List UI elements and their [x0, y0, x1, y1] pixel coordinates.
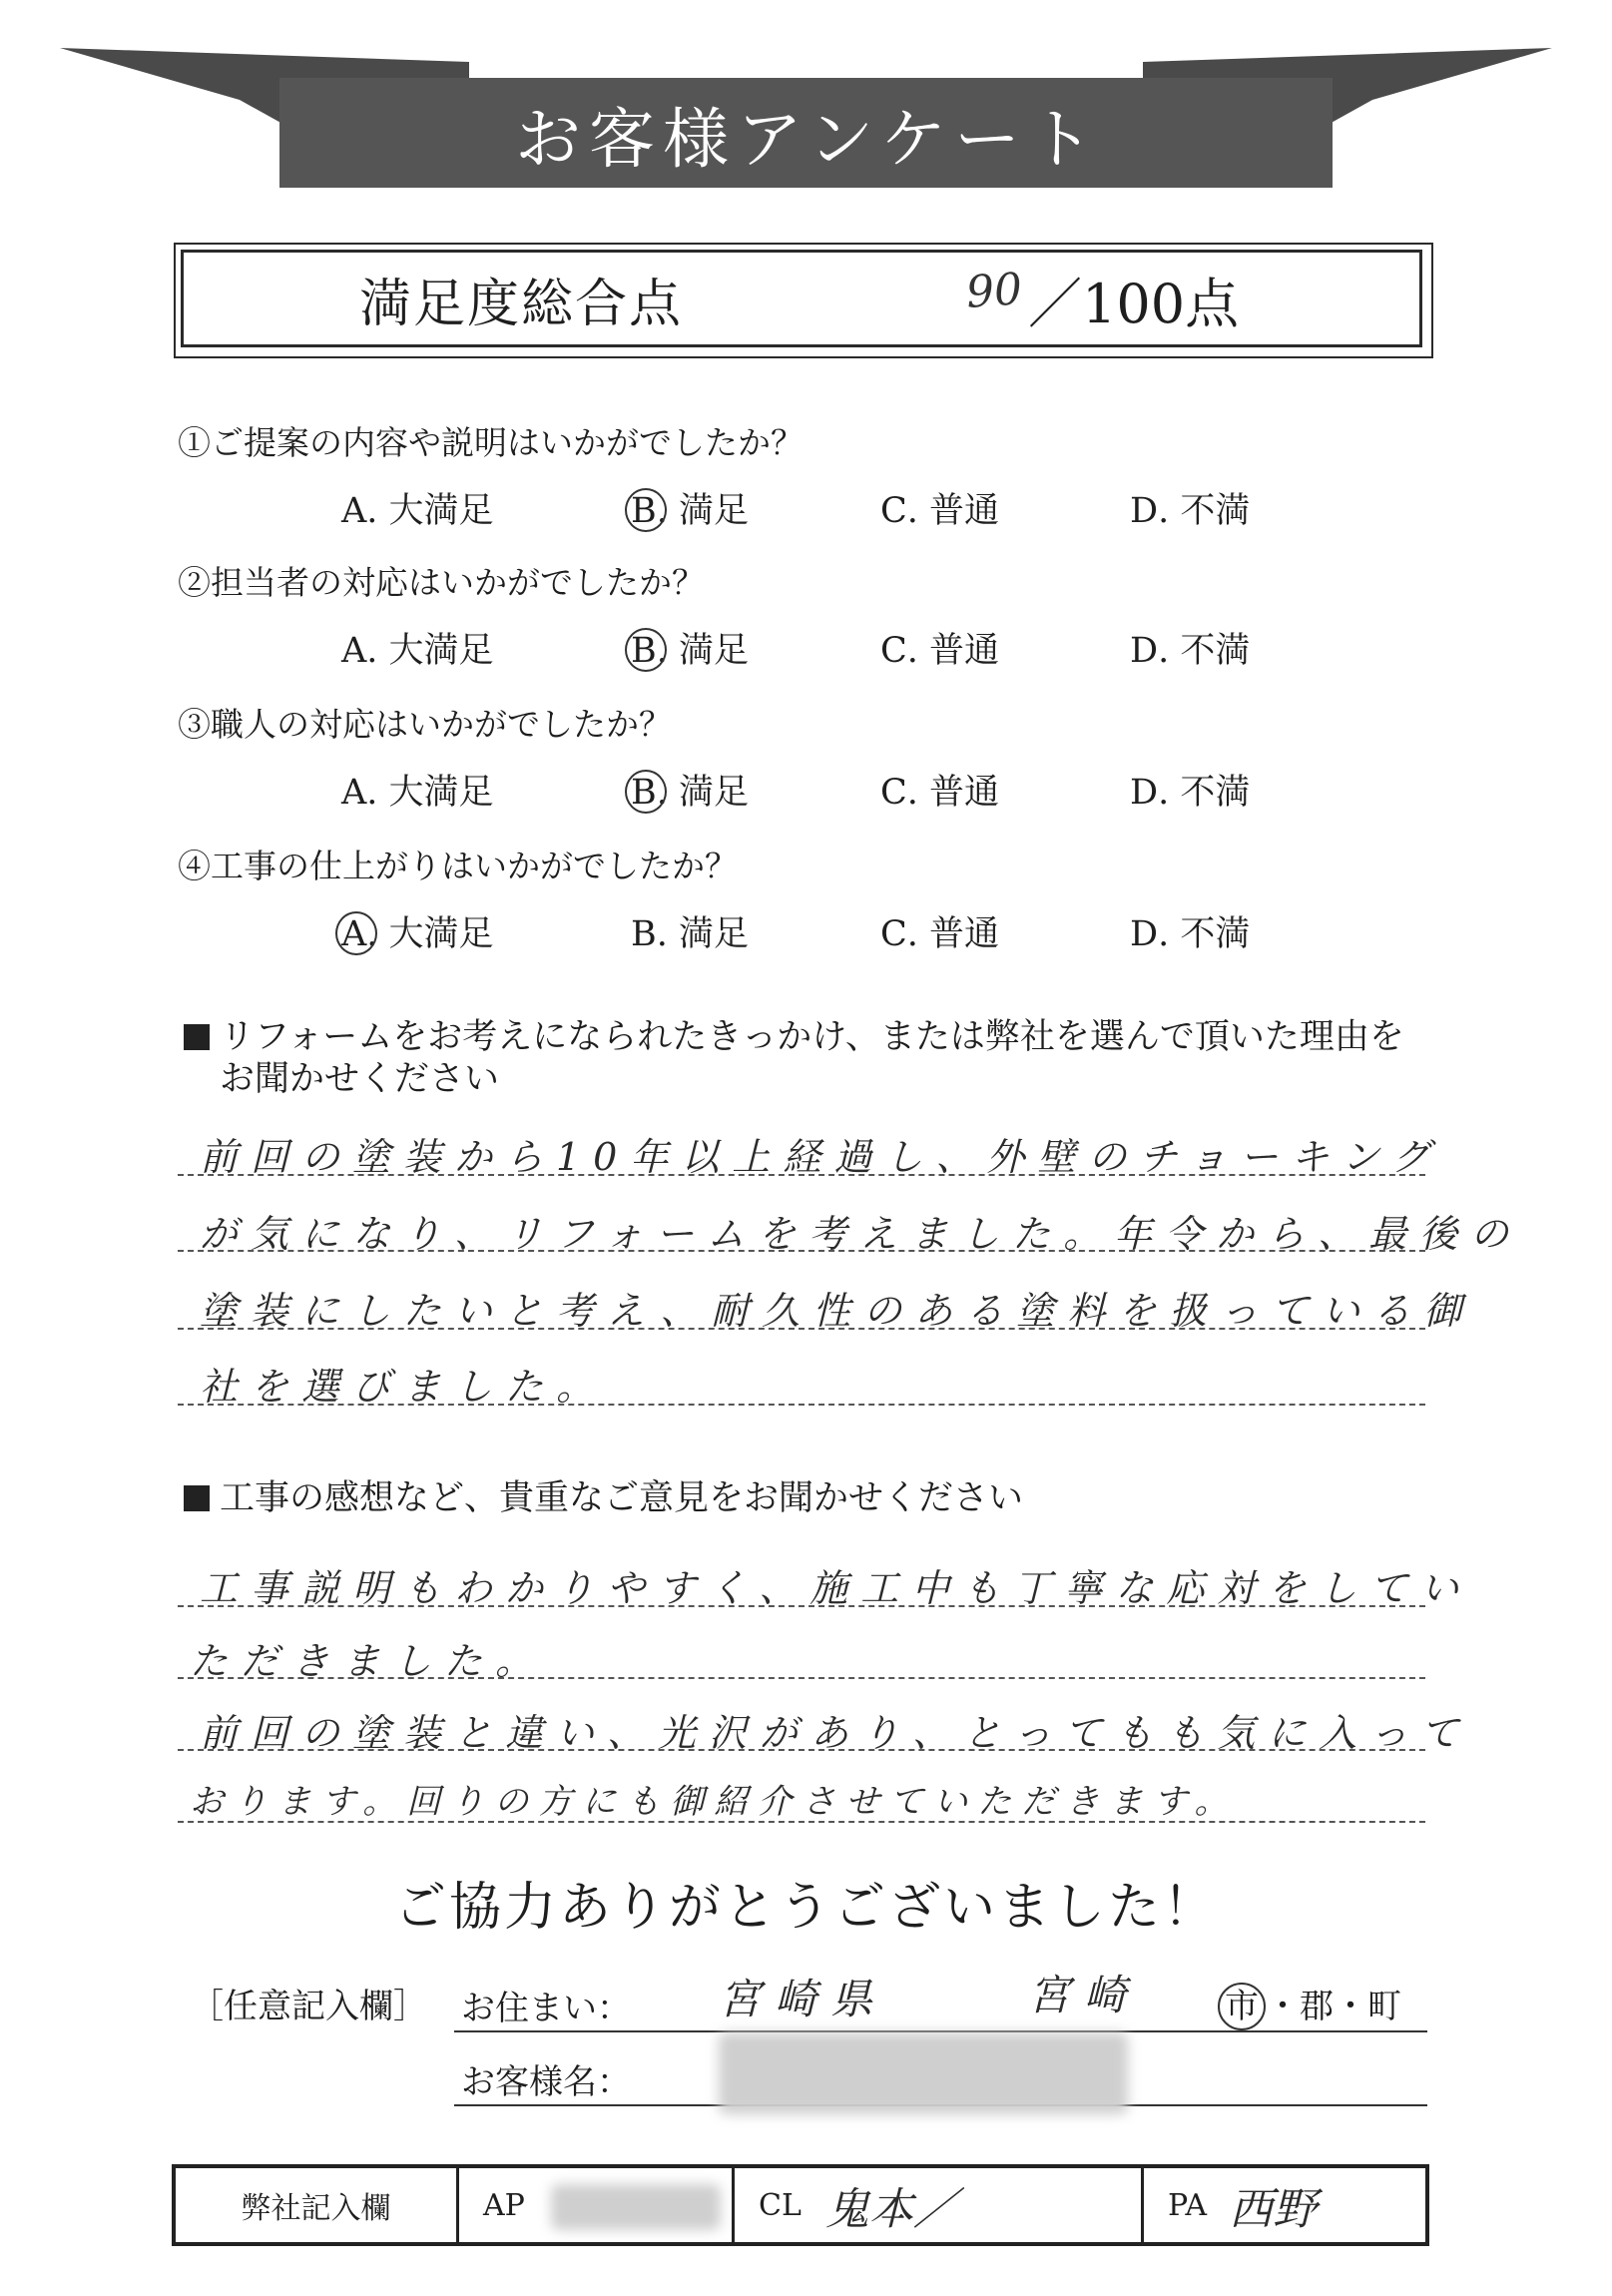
option-letter: D: [1130, 914, 1159, 954]
question-4-option-d[interactable]: [1130, 906, 1250, 956]
ap-cell: [459, 2168, 735, 2242]
question-1-option-d[interactable]: [1130, 483, 1250, 533]
office-label: 弊社記入欄: [176, 2168, 459, 2242]
option-letter: B: [631, 491, 657, 531]
option-letter: A: [341, 773, 367, 813]
cl-value[interactable]: 鬼本／: [824, 2184, 957, 2235]
question-4-option-c[interactable]: [880, 906, 999, 956]
question-2: ②担当者の対応はいかがでしたか？: [178, 563, 705, 602]
option-letter: A: [341, 914, 367, 954]
question-1-option-b[interactable]: [631, 483, 749, 533]
office-use-table: [172, 2164, 1429, 2246]
option-label: . 大満足: [366, 491, 494, 531]
question-1-option-a[interactable]: [341, 483, 494, 533]
option-label: . 不満: [1158, 914, 1251, 954]
question-2-option-b[interactable]: [631, 623, 749, 673]
question-3-option-a[interactable]: [341, 765, 494, 815]
question-3: ③職人の対応はいかがでしたか？: [178, 705, 672, 744]
score-value[interactable]: 90: [964, 264, 1024, 318]
pa-label: PA: [1168, 2187, 1208, 2223]
city-type-options: [1218, 1979, 1401, 2030]
question-2-option-d[interactable]: [1130, 623, 1250, 673]
option-label: . 不満: [1158, 631, 1251, 671]
question-3-option-d[interactable]: [1130, 765, 1250, 815]
option-letter: C: [880, 773, 907, 813]
option-label: . 大満足: [366, 631, 494, 671]
city-type-selected[interactable]: 市: [1218, 1983, 1266, 2030]
option-letter: D: [1130, 491, 1159, 531]
option-label: . 普通: [906, 491, 1000, 531]
answer-1-line-4[interactable]: 社を選びました。: [200, 1365, 608, 1409]
option-label: . 不満: [1158, 491, 1251, 531]
name-label: お客様名：: [461, 2062, 631, 2102]
option-label: . 満足: [656, 631, 749, 671]
city-type-rest: ・郡・町: [1266, 1987, 1401, 2026]
section-1-heading: [184, 1016, 1441, 1100]
answer-2-line-4[interactable]: おります。回りの方にも御紹介させていただきます。: [190, 1782, 1239, 1822]
answer-2-line-1[interactable]: 工事説明もわかりやすく、施工中も丁寧な応対をしてい: [200, 1566, 1472, 1610]
ap-label: AP: [483, 2187, 525, 2223]
question-3-option-b[interactable]: [631, 765, 749, 815]
option-label: . 普通: [906, 773, 1000, 813]
option-letter: A: [341, 631, 367, 671]
option-letter: A: [341, 491, 367, 531]
score-label: 満足度総合点: [359, 275, 684, 334]
answer-1-line-3[interactable]: 塗装にしたいと考え、耐久性のある塗料を扱っている御: [200, 1289, 1475, 1333]
question-4: ④工事の仕上がりはいかがでしたか？: [178, 847, 738, 885]
section-2-heading-text: 工事の感想など、貴重なご意見をお聞かせください: [220, 1478, 1024, 1518]
answer-2-line-2[interactable]: ただきました。: [190, 1639, 547, 1683]
option-letter: B: [631, 773, 657, 813]
option-label: . 普通: [906, 631, 1000, 671]
option-label: . 普通: [906, 914, 1000, 954]
question-1-option-c[interactable]: [880, 483, 999, 533]
thanks-message: ご協力ありがとうございました！: [393, 1878, 1218, 1938]
section-1-heading-line-2: お聞かせください: [220, 1059, 500, 1099]
option-label: . 満足: [656, 491, 749, 531]
option-letter: C: [880, 491, 907, 531]
question-2-option-a[interactable]: [341, 623, 494, 673]
section-1-heading-line-1: リフォームをお考えになられたきっかけ、または弊社を選んで頂いた理由を: [220, 1017, 1404, 1057]
question-2-option-c[interactable]: [880, 623, 999, 673]
pa-value[interactable]: 西野: [1229, 2184, 1318, 2235]
question-4-option-a[interactable]: [341, 906, 494, 956]
answer-1-line-2[interactable]: が気になり、リフォームを考えました。年令から、最後の: [200, 1212, 1522, 1256]
answer-1-line-1[interactable]: 前回の塗装から10年以上経過し、外壁のチョーキング: [200, 1135, 1443, 1179]
page-title: お客様アンケート: [514, 100, 1103, 178]
option-label: . 大満足: [366, 914, 494, 954]
score-max: ／100点: [1028, 273, 1240, 335]
address-label: お住まい：: [461, 1989, 631, 2028]
redacted-name: [719, 2032, 1128, 2114]
square-bullet-icon: [184, 1024, 210, 1050]
question-1: ①ご提案の内容や説明はいかがでしたか？: [178, 423, 804, 462]
option-label: . 大満足: [366, 773, 494, 813]
city-value[interactable]: 宮崎: [1028, 1971, 1141, 2019]
section-2-heading: [184, 1477, 1441, 1519]
cl-label: CL: [759, 2187, 802, 2223]
option-label: . 不満: [1158, 773, 1251, 813]
cl-cell: [735, 2168, 1144, 2242]
answer-2-line-3[interactable]: 前回の塗装と違い、光沢があり、とってもも気に入って: [200, 1711, 1472, 1755]
option-letter: C: [880, 631, 907, 671]
redacted-ap: [551, 2184, 721, 2230]
option-letter: D: [1130, 773, 1159, 813]
option-letter: B: [631, 631, 657, 671]
square-bullet-icon: [184, 1485, 210, 1511]
optional-section-label: ［任意記入欄］: [190, 1987, 427, 2026]
pa-cell: [1144, 2168, 1425, 2242]
option-letter: B: [631, 914, 657, 954]
option-label: . 満足: [656, 773, 749, 813]
option-label: . 満足: [656, 914, 749, 954]
question-4-option-b[interactable]: [631, 906, 749, 956]
option-letter: C: [880, 914, 907, 954]
option-letter: D: [1130, 631, 1159, 671]
question-3-option-c[interactable]: [880, 765, 999, 815]
prefecture-value[interactable]: 宮崎県: [719, 1975, 887, 2023]
